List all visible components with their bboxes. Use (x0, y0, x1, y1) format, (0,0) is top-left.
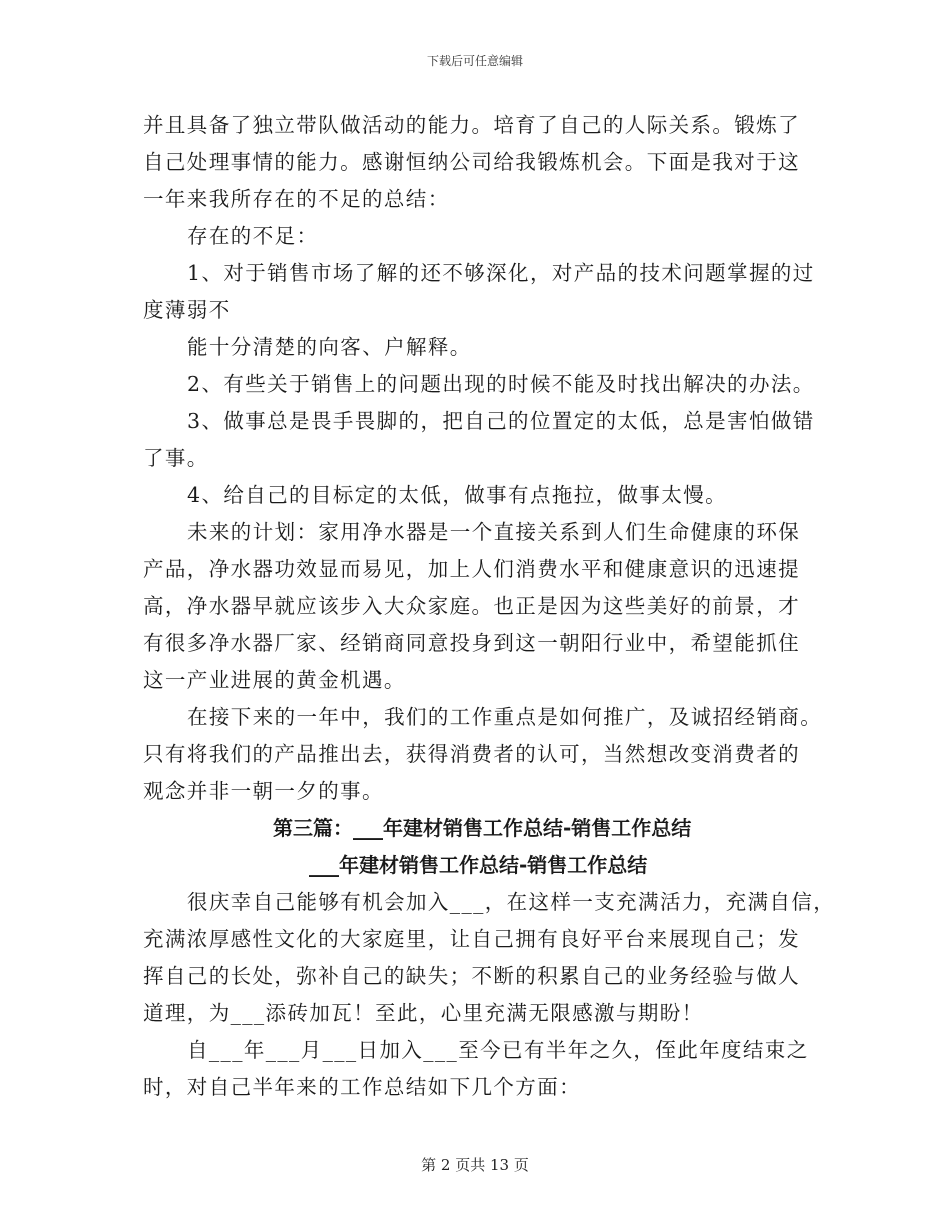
text-line: 一年来我所存在的不足的总结： (143, 187, 450, 211)
page-header: 下载后可任意编辑 (426, 54, 523, 68)
text-line: 了事。 (143, 446, 209, 470)
text-line: 存在的不足： (187, 224, 319, 248)
text-line: 充满浓厚感性文化的大家庭里，让自己拥有良好平台来展现自己；发 (143, 927, 800, 951)
section-subheading: ___年建材销售工作总结-销售工作总结 (309, 853, 648, 877)
text-line: 挥自己的长处，弥补自己的缺失；不断的积累自己的业务经验与做人 (143, 964, 800, 988)
text-line: 时，对自己半年来的工作总结如下几个方面： (143, 1075, 581, 1099)
text-line: 只有将我们的产品推出去，获得消费者的认可，当然想改变消费者的 (143, 742, 800, 766)
document-body (143, 107, 836, 1106)
text-line: 3、做事总是畏手畏脚的，把自己的位置定的太低，总是害怕做错 (187, 409, 815, 433)
text-line: 自___年___月___日加入___至今已有半年之久，侄此年度结束之 (187, 1038, 809, 1062)
page-footer: 第 2 页共 13 页 (421, 1156, 529, 1174)
text-line: 并且具备了独立带队做活动的能力。培育了自己的人际关系。锻炼了 (143, 113, 800, 137)
text-line: 有很多净水器厂家、经销商同意投身到这一朝阳行业中，希望能抓住 (143, 631, 800, 655)
text-line: 在接下来的一年中，我们的工作重点是如何推广，及诚招经销商。 (187, 705, 823, 729)
text-line: 度薄弱不 (143, 298, 231, 322)
text-line: 自己处理事情的能力。感谢恒纳公司给我锻炼机会。下面是我对于这 (143, 150, 800, 174)
text-line: 能十分清楚的向客、户解释。 (187, 335, 472, 359)
text-line: 产品，净水器功效显而易见，加上人们消费水平和健康意识的迅速提 (143, 557, 800, 581)
section-heading: 第三篇：___年建材销售工作总结-销售工作总结 (273, 816, 692, 840)
text-line: 1、对于销售市场了解的还不够深化，对产品的技术问题掌握的过 (187, 261, 815, 285)
text-line: 很庆幸自己能够有机会加入___，在这样一支充满活力，充满自信， (187, 890, 836, 914)
text-line: 观念并非一朝一夕的事。 (143, 779, 384, 803)
text-line: 这一产业进展的黄金机遇。 (143, 668, 406, 692)
text-line: 4、给自己的目标定的太低，做事有点拖拉，做事太慢。 (187, 483, 728, 507)
text-line: 2、有些关于销售上的问题出现的时候不能及时找出解决的办法。 (187, 372, 815, 396)
text-line: 高，净水器早就应该步入大众家庭。也正是因为这些美好的前景，才 (143, 594, 800, 618)
text-line: 未来的计划：家用净水器是一个直接关系到人们生命健康的环保 (187, 520, 801, 544)
text-line: 道理，为___添砖加瓦！至此，心里充满无限感激与期盼！ (143, 1001, 704, 1025)
